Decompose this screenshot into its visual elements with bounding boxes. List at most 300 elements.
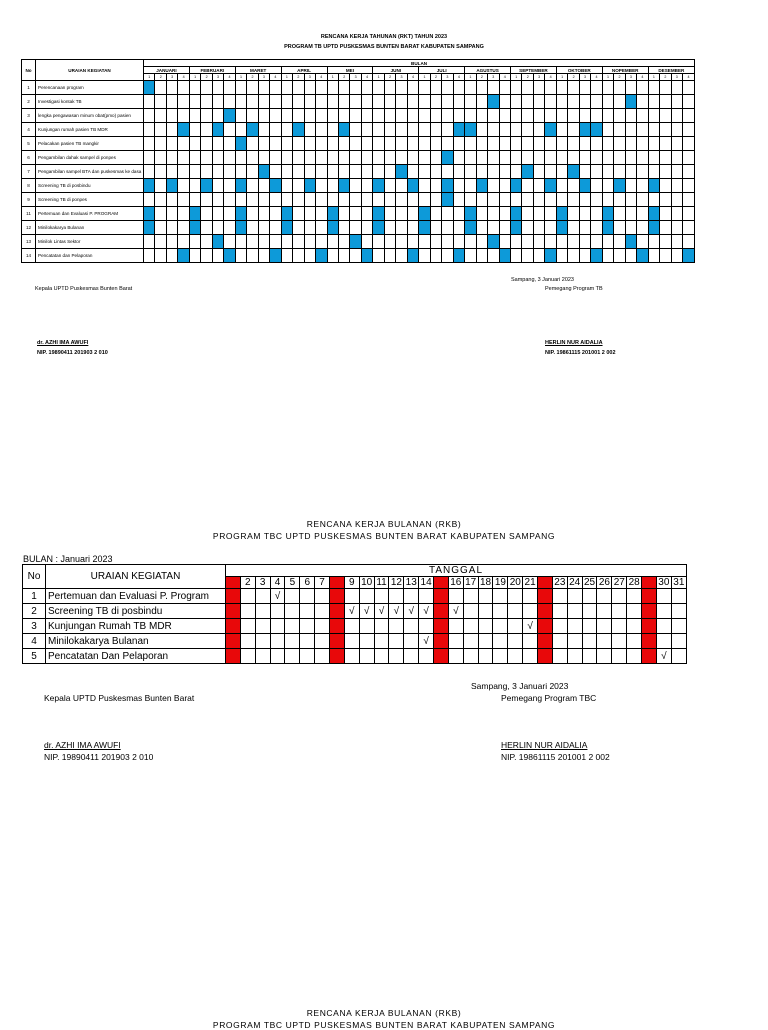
- rkb-day-cell: [404, 589, 419, 604]
- rkt-week-cell: [212, 193, 223, 207]
- rkt-row: [22, 165, 695, 179]
- rkt-week-cell: [545, 165, 556, 179]
- rkt-week-cell-active: [235, 207, 246, 221]
- rkb-day-cell: [478, 634, 493, 649]
- rkt-week-cell: [511, 249, 522, 263]
- rkb-day-cell: [448, 649, 463, 664]
- rkt-week-cell: [293, 151, 304, 165]
- rkb-day-cell: [404, 634, 419, 649]
- rkt-week-cell: [396, 95, 407, 109]
- rkt-week-num: 1: [556, 74, 567, 81]
- rkt-week-cell: [430, 235, 441, 249]
- rkb-day-cell: [255, 634, 270, 649]
- rkt-week-cell: [350, 179, 361, 193]
- rkb-day-cell: [508, 649, 523, 664]
- rkt-week-cell: [384, 221, 395, 235]
- rkt-week-cell: [499, 123, 510, 137]
- rkb-day-cell: [493, 589, 508, 604]
- rkb-day-cell: [226, 619, 241, 634]
- rkt-week-cell: [178, 207, 189, 221]
- rkt-week-cell: [568, 123, 579, 137]
- rkb-check-cell: √: [523, 619, 538, 634]
- rkb-day-num: 21: [524, 577, 536, 588]
- rkt-week-cell: [453, 179, 464, 193]
- rkt-week-cell: [568, 151, 579, 165]
- rkt-week-cell-active: [144, 221, 155, 235]
- rkt-week-cell: [683, 165, 695, 179]
- rkb-day-num: 25: [583, 577, 596, 588]
- rkt-week-cell: [637, 81, 648, 95]
- rkt-week-cell: [281, 235, 292, 249]
- rkt-row-no: 1: [22, 81, 36, 95]
- rkt-week-cell: [522, 193, 533, 207]
- rkt-week-cell-active: [235, 179, 246, 193]
- rkt-week-cell: [396, 221, 407, 235]
- rkt-week-cell: [579, 95, 590, 109]
- rkt-week-cell: [637, 109, 648, 123]
- rkt-week-cell: [155, 137, 166, 151]
- rkb-day-cell: [597, 604, 612, 619]
- rkt-week-cell: [476, 193, 487, 207]
- rkt-week-cell: [247, 165, 258, 179]
- rkt-week-cell: [316, 165, 327, 179]
- rkt-week-cell: [591, 137, 602, 151]
- rkb-day-cell: [240, 604, 255, 619]
- rkt-week-cell: [683, 207, 695, 221]
- rkt-week-cell: [281, 137, 292, 151]
- rkb-day-cell: [627, 619, 642, 634]
- rkt-month: DESEMBER: [648, 67, 694, 74]
- rkt-week-cell: [430, 137, 441, 151]
- rkt-week-cell: [453, 151, 464, 165]
- rkt-week-cell: [499, 81, 510, 95]
- rkt-week-cell: [499, 207, 510, 221]
- rkt-week-cell: [166, 235, 177, 249]
- rkt-week-num: 1: [419, 74, 430, 81]
- rkt-week-cell: [637, 207, 648, 221]
- rkt-week-cell: [660, 179, 671, 193]
- rkt-week-cell: [270, 137, 281, 151]
- rkt-week-cell: [625, 123, 636, 137]
- rkt-week-cell: [648, 109, 659, 123]
- rkt-week-cell: [671, 235, 682, 249]
- rkt-week-cell: [671, 123, 682, 137]
- rkt-week-cell: [407, 109, 418, 123]
- rkt-week-cell: [316, 81, 327, 95]
- rkb-day-cell: [478, 589, 493, 604]
- rkb-day-cell: [656, 619, 671, 634]
- rkt-week-cell: [637, 165, 648, 179]
- rkt-week-cell: [384, 95, 395, 109]
- rkt-week-cell: [488, 221, 499, 235]
- rkt-week-cell: [568, 221, 579, 235]
- rkt-week-cell: [499, 151, 510, 165]
- rkt-week-cell-active: [224, 109, 235, 123]
- rkt-week-cell-active: [602, 221, 613, 235]
- rkt-week-cell: [568, 179, 579, 193]
- rkt-row-name: Pelacakan pasien TB mangkir: [36, 137, 144, 151]
- rkt-week-cell: [224, 165, 235, 179]
- rkt-week-num: 1: [648, 74, 659, 81]
- rkb-row-no: 5: [23, 649, 46, 664]
- rkt-week-cell: [270, 95, 281, 109]
- rkt-week-cell: [476, 137, 487, 151]
- rkt-sign-right-nip: NIP. 19861115 201001 2 002: [545, 350, 616, 356]
- rkt-week-cell-active: [189, 207, 200, 221]
- rkt-week-cell: [419, 109, 430, 123]
- rkt-week-cell-active: [235, 137, 246, 151]
- rkt-month: SEPTEMBER: [511, 67, 557, 74]
- rkt-week-cell: [258, 151, 269, 165]
- rkb-day-cell: [374, 649, 389, 664]
- rkt-week-num: 3: [166, 74, 177, 81]
- rkt-week-cell: [442, 249, 453, 263]
- rkt-week-cell: [361, 109, 372, 123]
- rkt-week-cell: [258, 81, 269, 95]
- rkt-week-cell: [178, 81, 189, 95]
- rkt-sign-right-role: Pemegang Program TB: [545, 286, 603, 292]
- rkb-day-cell: [240, 649, 255, 664]
- rkt-week-cell: [614, 207, 625, 221]
- rkt-week-cell: [545, 95, 556, 109]
- rkb-subtitle: PROGRAM TBC UPTD PUSKESMAS BUNTEN BARAT KABUPATEN SAMPANG: [212, 531, 556, 541]
- rkt-week-cell: [453, 165, 464, 179]
- rkt-row: [22, 137, 695, 151]
- rkt-week-num: 3: [304, 74, 315, 81]
- rkt-week-cell: [247, 207, 258, 221]
- rkt-week-cell: [407, 193, 418, 207]
- rkt-row-no: 9: [22, 193, 36, 207]
- rkt-week-num: 1: [511, 74, 522, 81]
- rkt-week-cell: [683, 179, 695, 193]
- rkt-week-cell: [556, 179, 567, 193]
- rkt-week-cell: [533, 249, 544, 263]
- rkb-day-cell: [582, 649, 597, 664]
- rkb-check-cell: √: [419, 604, 434, 619]
- rkt-week-cell-active: [591, 123, 602, 137]
- rkt-subtitle: PROGRAM TB UPTD PUSKESMAS BUNTEN BARAT KABUPATEN SAMPANG: [284, 44, 484, 50]
- rkt-week-cell: [281, 249, 292, 263]
- rkb-day-num: 5: [285, 577, 300, 589]
- rkt-week-cell-active: [442, 179, 453, 193]
- rkb-day-num: 3: [255, 577, 270, 589]
- rkb-day-cell: [270, 619, 285, 634]
- rkt-week-cell: [178, 235, 189, 249]
- rkt-week-cell: [224, 221, 235, 235]
- rkt-row: [22, 81, 695, 95]
- rkt-week-cell-active: [637, 249, 648, 263]
- rkt-week-cell-active: [270, 179, 281, 193]
- rkt-week-cell: [189, 95, 200, 109]
- rkb-day-cell: [359, 634, 374, 649]
- rkt-week-cell: [327, 165, 338, 179]
- rkt-week-cell: [625, 249, 636, 263]
- rkb-day-cell: [448, 619, 463, 634]
- rkt-week-cell: [247, 179, 258, 193]
- rkt-week-num: 2: [568, 74, 579, 81]
- rkt-row-no: 8: [22, 179, 36, 193]
- rkt-week-cell: [556, 165, 567, 179]
- rkt-week-cell: [568, 109, 579, 123]
- rkb-day-cell: [285, 634, 300, 649]
- rkt-week-cell: [556, 249, 567, 263]
- rkt-week-cell: [247, 137, 258, 151]
- rkt-week-cell-active: [373, 207, 384, 221]
- rkt-week-cell: [591, 81, 602, 95]
- rkb-day-num: 20: [509, 577, 521, 588]
- rkb-day-cell: [567, 634, 582, 649]
- rkt-week-cell-active: [453, 249, 464, 263]
- rkt-week-cell-active: [465, 221, 476, 235]
- rkt-week-cell: [476, 95, 487, 109]
- rkt-week-cell: [304, 221, 315, 235]
- rkt-week-cell: [144, 137, 155, 151]
- rkt-week-cell: [671, 137, 682, 151]
- rkb-check-cell: √: [389, 604, 404, 619]
- rkt-week-cell: [201, 165, 212, 179]
- rkt-week-cell-active: [327, 207, 338, 221]
- rkt-week-num: 4: [683, 74, 695, 81]
- rkt-week-cell: [293, 235, 304, 249]
- rkt-week-cell: [545, 207, 556, 221]
- rkb-day-cell: [285, 619, 300, 634]
- rkt-week-cell: [648, 151, 659, 165]
- rkb-day-num: 4: [270, 577, 285, 589]
- rkt-week-cell: [144, 109, 155, 123]
- rkt-week-cell: [166, 123, 177, 137]
- rkt-week-cell: [533, 95, 544, 109]
- rkt-week-cell: [270, 81, 281, 95]
- rkb-day-cell: [567, 604, 582, 619]
- rkb-day-cell: [597, 649, 612, 664]
- rkb-day-cell: [226, 649, 241, 664]
- rkb-day-cell: [582, 634, 597, 649]
- rkt-week-cell-active: [522, 165, 533, 179]
- rkt-week-cell: [235, 95, 246, 109]
- rkt-week-cell: [212, 221, 223, 235]
- rkt-week-cell: [430, 81, 441, 95]
- rkt-week-cell: [488, 109, 499, 123]
- rkt-week-cell: [373, 137, 384, 151]
- rkt-week-cell: [499, 95, 510, 109]
- rkt-week-cell: [614, 151, 625, 165]
- rkt-week-cell: [671, 109, 682, 123]
- rkt-week-cell: [545, 193, 556, 207]
- rkb-day-cell: [671, 634, 686, 649]
- rkt-week-cell: [212, 95, 223, 109]
- rkb-row: [23, 619, 687, 634]
- rkb-day-cell: [508, 589, 523, 604]
- rkt-week-cell: [373, 151, 384, 165]
- rkt-week-cell-active: [511, 207, 522, 221]
- rkt-week-cell: [258, 95, 269, 109]
- rkb-day-cell: [330, 634, 345, 649]
- rkb-day-num: 15: [435, 577, 447, 588]
- rkb-day-cell: [434, 634, 449, 649]
- rkb-day-cell: [434, 619, 449, 634]
- rkb-row-no: 3: [23, 619, 46, 634]
- rkt-week-cell: [178, 151, 189, 165]
- rkt-week-num: 3: [671, 74, 682, 81]
- rkt-week-cell: [327, 95, 338, 109]
- rkt-week-cell: [327, 81, 338, 95]
- rkt-week-cell: [338, 165, 349, 179]
- rkt-week-cell: [522, 179, 533, 193]
- rkt-row-no: 3: [22, 109, 36, 123]
- rkt-week-cell: [338, 221, 349, 235]
- rkt-week-num: 4: [499, 74, 510, 81]
- rkt-week-num: 1: [602, 74, 613, 81]
- rkt-week-cell: [465, 249, 476, 263]
- rkt-week-cell: [212, 179, 223, 193]
- rkt-week-cell: [602, 193, 613, 207]
- rkt-week-cell: [224, 151, 235, 165]
- rkt-week-cell: [407, 81, 418, 95]
- rkt-week-cell: [579, 81, 590, 95]
- rkt-week-cell: [430, 193, 441, 207]
- rkt-week-cell: [660, 207, 671, 221]
- rkb-day-cell: [508, 634, 523, 649]
- rkb-day-cell: [582, 589, 597, 604]
- rkt-week-cell: [614, 81, 625, 95]
- rkb-sign-right-name: HERLIN NUR AIDALIA: [501, 740, 588, 750]
- rkt-week-cell: [338, 137, 349, 151]
- rkt-week-cell: [545, 151, 556, 165]
- rkt-week-cell: [511, 151, 522, 165]
- rkt-week-cell: [293, 193, 304, 207]
- rkt-week-cell: [419, 165, 430, 179]
- rkt-week-cell: [660, 109, 671, 123]
- rkt-week-cell: [327, 109, 338, 123]
- rkb-day-cell: [463, 619, 478, 634]
- rkb-day-cell: [493, 634, 508, 649]
- rkt-week-cell: [522, 207, 533, 221]
- rkt-week-cell: [522, 151, 533, 165]
- rkb-day-cell: [597, 634, 612, 649]
- rkt-week-cell: [522, 249, 533, 263]
- rkt-week-cell: [316, 151, 327, 165]
- rkb-day-cell: [642, 604, 657, 619]
- rkt-week-cell: [338, 151, 349, 165]
- rkt-week-cell: [614, 109, 625, 123]
- rkb-day-cell: [612, 634, 627, 649]
- rkt-week-cell: [476, 165, 487, 179]
- rkb-table: [22, 564, 687, 664]
- rkt-week-cell: [430, 207, 441, 221]
- rkb-day-cell: [419, 589, 434, 604]
- rkt-week-cell: [660, 95, 671, 109]
- rkt-week-cell: [465, 165, 476, 179]
- rkb-title: RENCANA KERJA BULANAN (RKB): [306, 519, 462, 529]
- rkt-week-cell: [453, 109, 464, 123]
- rkt-week-cell: [511, 235, 522, 249]
- rkt-week-cell: [270, 221, 281, 235]
- rkt-week-cell: [396, 249, 407, 263]
- rkb-day-cell: [226, 634, 241, 649]
- rkt-week-cell: [407, 165, 418, 179]
- rkt-week-num: 3: [350, 74, 361, 81]
- rkt-week-num: 1: [465, 74, 476, 81]
- rkt-week-cell: [545, 221, 556, 235]
- rkt-row-no: 14: [22, 249, 36, 263]
- rkt-week-cell-active: [373, 221, 384, 235]
- rkt-week-num: 4: [545, 74, 556, 81]
- rkt-week-cell: [189, 193, 200, 207]
- rkt-week-cell: [247, 151, 258, 165]
- rkt-week-cell: [579, 207, 590, 221]
- rkt-week-cell: [316, 207, 327, 221]
- rkb-day-cell: [389, 649, 404, 664]
- rkt-week-cell-active: [465, 123, 476, 137]
- rkt-week-cell: [671, 207, 682, 221]
- rkt-week-cell: [476, 123, 487, 137]
- rkt-sign-place-date: Sampang, 3 Januari 2023: [511, 277, 574, 283]
- rkt-week-cell: [465, 179, 476, 193]
- rkt-week-cell: [488, 137, 499, 151]
- rkb-day-cell: [374, 619, 389, 634]
- rkb-day-num: 18: [479, 577, 492, 588]
- rkt-month: APRIL: [281, 67, 327, 74]
- rkt-week-cell: [533, 221, 544, 235]
- rkb-sign-left-role: Kepala UPTD Puskesmas Bunten Barat: [44, 693, 195, 703]
- rkb-day-cell: [612, 604, 627, 619]
- rkt-week-cell: [189, 235, 200, 249]
- rkb-row-name: Minilokakarya Bulanan: [46, 634, 226, 649]
- rkt-week-cell: [625, 109, 636, 123]
- rkt-week-cell: [155, 123, 166, 137]
- rkt-week-cell: [683, 137, 695, 151]
- rkt-week-cell: [189, 165, 200, 179]
- rkt-row-no: 4: [22, 123, 36, 137]
- rkt-week-cell: [350, 95, 361, 109]
- rkb-day-cell: [612, 619, 627, 634]
- rkb-day-cell: [389, 589, 404, 604]
- rkt-week-cell: [476, 109, 487, 123]
- rkb-row-name: Screening TB di posbindu: [46, 604, 226, 619]
- rkt-week-cell: [671, 221, 682, 235]
- rkb-sign-left-nip: NIP. 19890411 201903 2 010: [44, 752, 154, 762]
- rkt-week-cell: [591, 179, 602, 193]
- rkb-day-num: 8: [330, 577, 345, 589]
- rkt-week-cell: [545, 109, 556, 123]
- rkt-week-num: 2: [660, 74, 671, 81]
- rkt-week-num: 2: [338, 74, 349, 81]
- rkt-week-cell: [499, 109, 510, 123]
- rkb-day-num: 23: [554, 577, 566, 588]
- rkb-sign-place-date: Sampang, 3 Januari 2023: [471, 681, 569, 691]
- rkb-day-cell: [552, 604, 567, 619]
- rkt-week-cell-active: [614, 179, 625, 193]
- rkt-week-cell: [465, 137, 476, 151]
- rkb-day-cell: [434, 649, 449, 664]
- rkt-week-cell: [247, 109, 258, 123]
- rkb-day-cell: [374, 589, 389, 604]
- rkt-week-cell: [201, 235, 212, 249]
- rkt-week-cell: [533, 179, 544, 193]
- rkt-week-cell: [660, 123, 671, 137]
- rkb-day-cell: [434, 589, 449, 604]
- rkt-week-cell-active: [442, 193, 453, 207]
- rkt-week-cell: [683, 95, 695, 109]
- rkt-week-cell: [166, 137, 177, 151]
- rkt-week-cell-active: [442, 151, 453, 165]
- rkt-week-cell: [270, 151, 281, 165]
- rkt-week-cell: [258, 123, 269, 137]
- rkb-day-cell: [627, 634, 642, 649]
- rkt-row-name: Minilok Lintas Sektor: [36, 235, 144, 249]
- rkt-week-num: 1: [281, 74, 292, 81]
- rkt-week-cell-active: [511, 179, 522, 193]
